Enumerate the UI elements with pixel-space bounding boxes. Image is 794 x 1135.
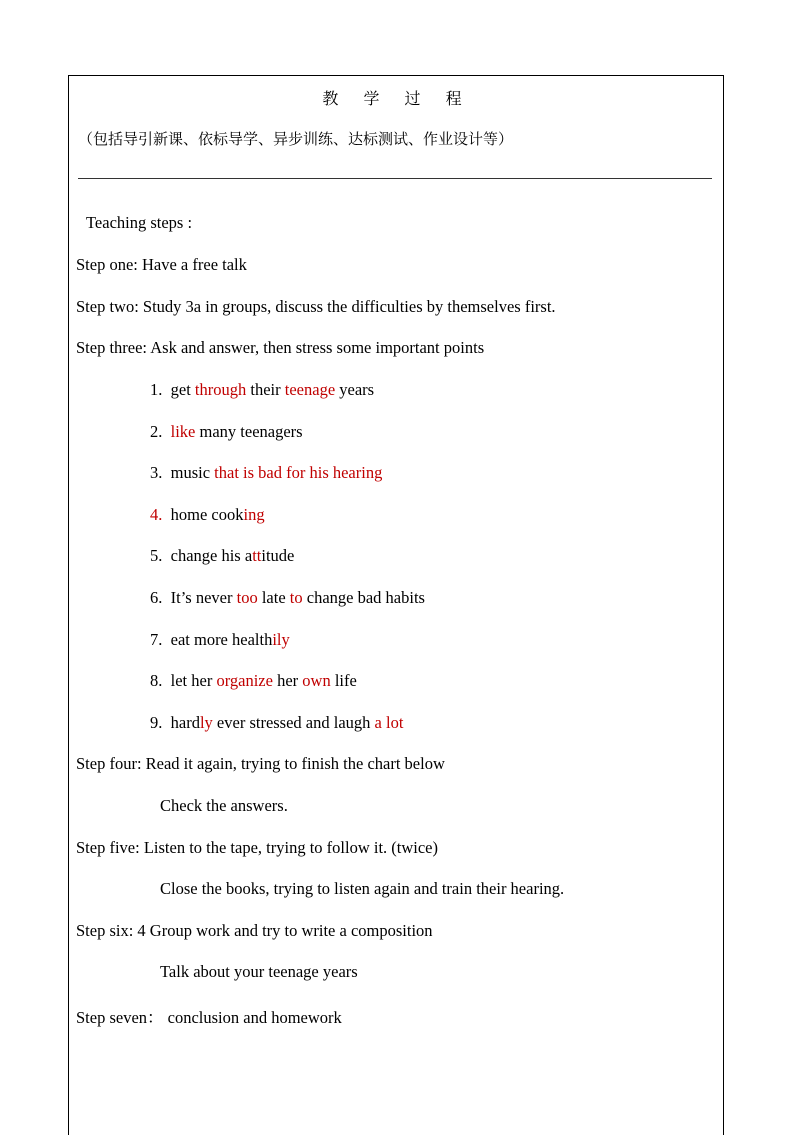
- point-number: 7.: [150, 630, 163, 649]
- step-one: Step one: Have a free talk: [76, 255, 247, 274]
- highlight-text: organize: [216, 671, 273, 690]
- point-item-8: [150, 671, 357, 691]
- highlight-text: like: [170, 422, 196, 441]
- point-text: music: [170, 463, 215, 482]
- highlight-text: a lot: [374, 713, 404, 732]
- highlight-text: too: [236, 588, 258, 607]
- step-five-sub: Close the books, trying to listen again and train their hearing.: [160, 879, 565, 898]
- point-text: let her: [170, 671, 217, 690]
- divider-line: [78, 178, 712, 179]
- point-text: her: [272, 671, 303, 690]
- point-text: ever stressed and laugh: [212, 713, 375, 732]
- point-text: eat more health: [170, 630, 273, 649]
- point-text: years: [335, 380, 375, 399]
- point-text: get: [170, 380, 195, 399]
- point-item-9: [150, 713, 403, 733]
- point-item-3: [150, 463, 382, 483]
- point-text: It’s never: [170, 588, 237, 607]
- page-title: 教 学 过 程: [322, 89, 472, 108]
- point-text: many teenagers: [195, 422, 303, 441]
- point-number: 2.: [150, 422, 163, 441]
- point-text: itude: [261, 546, 295, 565]
- point-number: 8.: [150, 671, 163, 690]
- point-item-4: [150, 505, 265, 525]
- page-subtitle: （包括导引新课、依标导学、异步训练、达标测试、作业设计等）: [78, 130, 514, 148]
- highlight-text: through: [194, 380, 247, 399]
- point-item-6: [150, 588, 425, 608]
- point-text: their: [246, 380, 285, 399]
- highlight-text: teenage: [284, 380, 336, 399]
- point-text: hard: [170, 713, 200, 732]
- point-item-2: [150, 422, 303, 442]
- highlight-text: that is bad for his hearing: [214, 463, 383, 482]
- point-item-7: [150, 630, 290, 650]
- highlight-text: ly: [199, 713, 213, 732]
- highlight-text: to: [289, 588, 303, 607]
- step-six: Step six: 4 Group work and try to write a composition: [76, 921, 433, 940]
- point-item-5: [150, 546, 294, 566]
- point-text: late: [257, 588, 290, 607]
- point-text: change bad habits: [302, 588, 425, 607]
- point-number: 1.: [150, 380, 163, 399]
- point-text: home cook: [170, 505, 244, 524]
- step-five: Step five: Listen to the tape, trying to follow it. (twice): [76, 838, 439, 857]
- highlight-text: ily: [272, 630, 290, 649]
- point-number: 3.: [150, 463, 163, 482]
- step-four: Step four: Read it again, trying to finish the chart below: [76, 754, 445, 773]
- point-number: 9.: [150, 713, 163, 732]
- point-text: change his a: [170, 546, 253, 565]
- step-six-sub: Talk about your teenage years: [160, 962, 358, 981]
- step-four-sub: Check the answers.: [160, 796, 288, 815]
- highlight-text: ing: [243, 505, 265, 524]
- point-item-1: [150, 380, 374, 400]
- point-text: life: [330, 671, 357, 690]
- step-three: Step three: Ask and answer, then stress some important points: [76, 338, 485, 357]
- point-number: 4.: [150, 505, 163, 524]
- step-two: Step two: Study 3a in groups, discuss the difficulties by themselves first.: [76, 297, 556, 316]
- teaching-steps-label: Teaching steps :: [86, 213, 193, 232]
- highlight-text: tt: [252, 546, 262, 565]
- step-seven: Step seven： conclusion and homework: [76, 1008, 342, 1027]
- point-number: 5.: [150, 546, 163, 565]
- highlight-text: own: [302, 671, 331, 690]
- point-number: 6.: [150, 588, 163, 607]
